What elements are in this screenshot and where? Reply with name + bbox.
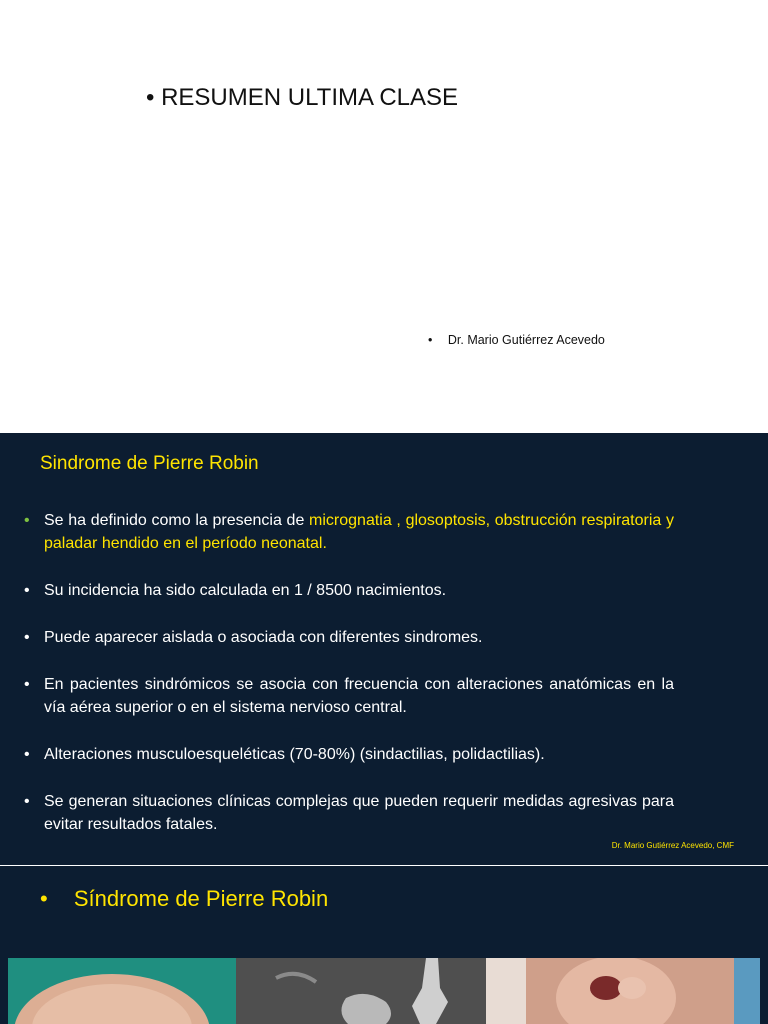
slide-title-heading	[146, 84, 458, 112]
slide-pierre-robin-images	[0, 866, 768, 1024]
author-line	[428, 333, 605, 347]
heading-text: Síndrome de Pierre Robin	[73, 886, 329, 911]
bullet: •	[428, 333, 433, 347]
item-text: Su incidencia ha sido calculada en 1 / 8500 nacimientos.	[44, 582, 447, 599]
bullet: •	[146, 84, 155, 111]
bullet-list	[24, 509, 674, 860]
item-highlight-text: micrognatia , glosoptosis, obstrucción respiratoria y paladar hendido en el período neonatal.	[44, 512, 674, 552]
list-item	[24, 579, 674, 602]
patient-profile-photo	[8, 958, 236, 1024]
radiograph-image	[236, 958, 486, 1024]
list-item	[24, 743, 674, 766]
item-text: Alteraciones musculoesqueléticas (70-80%) (sindactilias, polidactilias).	[44, 746, 545, 763]
bullet: •	[24, 629, 30, 646]
bullet: •	[24, 512, 30, 529]
infant-face-photo	[486, 958, 760, 1024]
bullet: •	[24, 793, 30, 810]
list-item	[24, 509, 674, 555]
item-text: Se generan situaciones clínicas complejas que pueden requerir medidas agresivas para evitar resultados fatales.	[44, 793, 674, 833]
item-text: Puede aparecer aislada o asociada con diferentes sindromes.	[44, 629, 483, 646]
slide-heading: Sindrome de Pierre Robin	[40, 453, 259, 474]
image-strip	[8, 958, 760, 1024]
list-item	[24, 626, 674, 649]
slide-heading	[40, 886, 328, 912]
list-item	[24, 673, 674, 719]
slide-pierre-robin-definition	[0, 433, 768, 865]
bullet: •	[24, 746, 30, 763]
title-text: RESUMEN ULTIMA CLASE	[161, 84, 459, 111]
bullet: •	[24, 582, 30, 599]
item-text: Se ha definido como la presencia de	[44, 512, 310, 529]
bullet: •	[24, 676, 30, 693]
author-name: Dr. Mario Gutiérrez Acevedo	[447, 333, 605, 347]
bullet: •	[40, 886, 48, 911]
item-text: En pacientes sindrómicos se asocia con frecuencia con alteraciones anatómicas en la vía aérea superior o en el sistema nervioso central.	[44, 676, 674, 716]
list-item	[24, 790, 674, 836]
footer-credit: Dr. Mario Gutiérrez Acevedo, CMF	[611, 841, 734, 850]
slide-title	[0, 0, 768, 433]
